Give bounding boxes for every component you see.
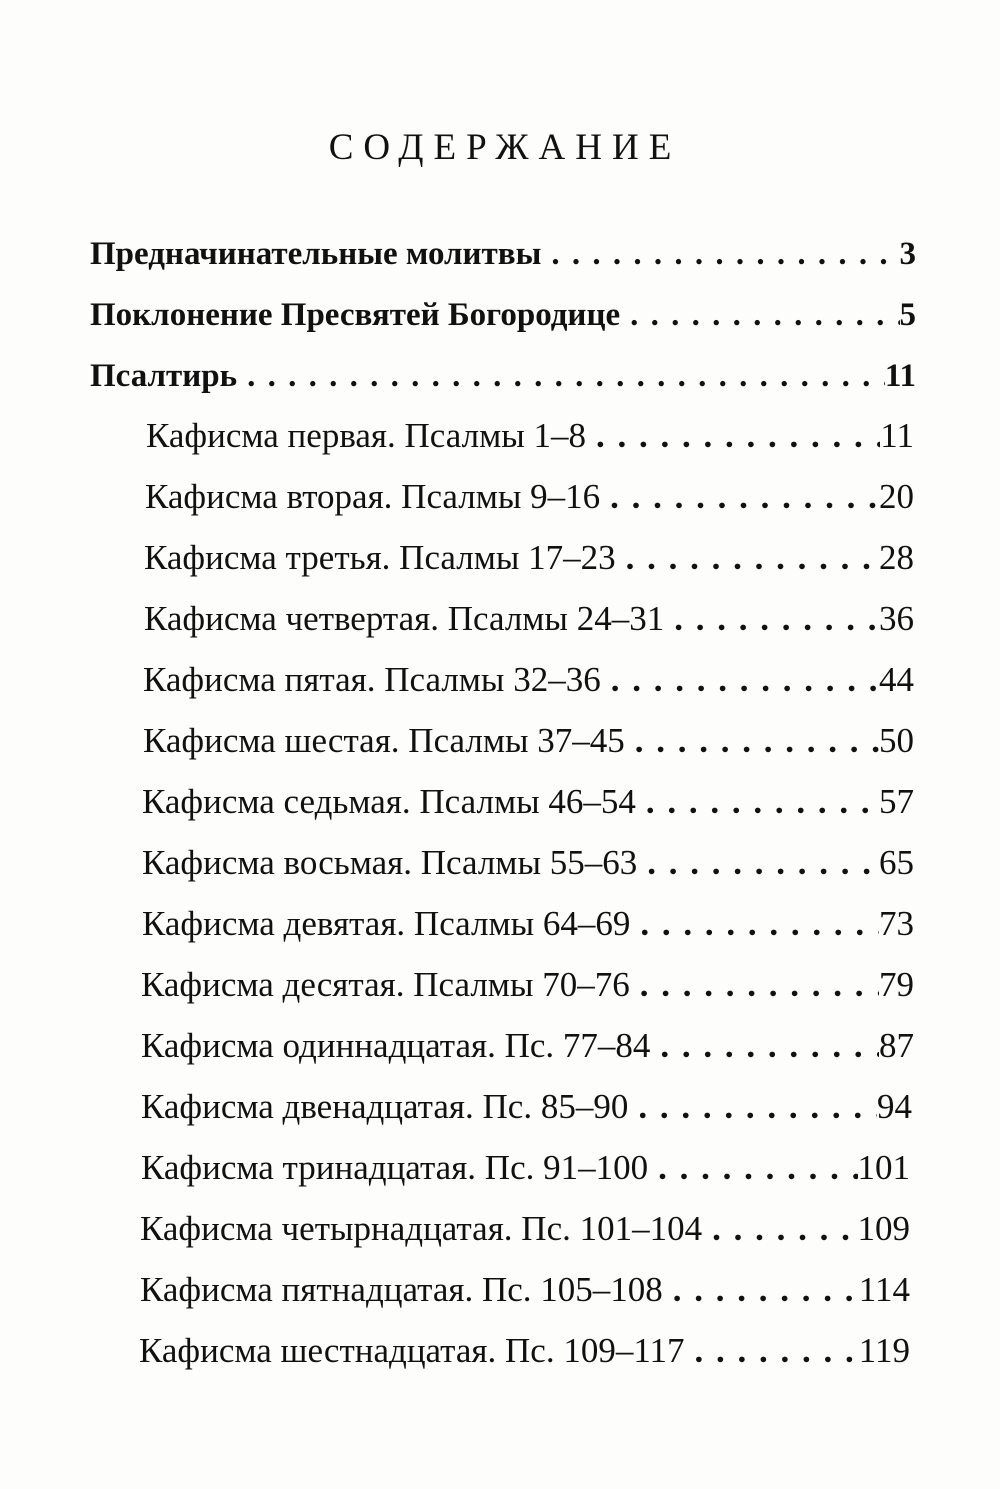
dot-leader <box>648 1148 857 1188</box>
toc-entry-kathisma[interactable] <box>139 1331 910 1383</box>
toc-entry-page: 94 <box>877 1087 912 1126</box>
toc-entry-label: Кафисма вторая. Псалмы 9–16 <box>145 477 601 516</box>
toc-entry-label: Кафисма первая. Псалмы 1–8 <box>146 416 586 455</box>
toc-entry-kathisma[interactable] <box>142 782 914 834</box>
toc-entry-label: Кафисма третья. Псалмы 17–23 <box>144 538 616 577</box>
toc-entry-kathisma[interactable] <box>143 660 914 712</box>
dot-leader <box>237 358 885 395</box>
toc-entry-page: 3 <box>899 236 916 272</box>
toc-entry-page: 44 <box>879 660 914 699</box>
dot-leader <box>586 416 880 456</box>
toc-entry-kathisma[interactable] <box>141 965 914 1017</box>
toc-entry-page: 119 <box>858 1331 910 1370</box>
toc-entry-page: 101 <box>857 1148 910 1187</box>
toc-entry-page: 114 <box>858 1270 910 1309</box>
toc-entry-label: Кафисма седьмая. Псалмы 46–54 <box>142 782 636 821</box>
dot-leader <box>663 1270 859 1310</box>
toc-entry-label: Кафисма шестнадцатая. Пс. 109–117 <box>139 1331 685 1370</box>
toc-entry-page: 20 <box>879 477 914 516</box>
dot-leader <box>685 1331 859 1371</box>
toc-entry-page: 65 <box>879 843 914 882</box>
toc-entry-kathisma[interactable] <box>141 1087 912 1139</box>
toc-entry-label: Кафисма пятнадцатая. Пс. 105–108 <box>140 1270 663 1309</box>
toc-entry-page: 5 <box>899 297 916 333</box>
toc-entry-kathisma[interactable] <box>144 599 914 651</box>
toc-entry-label: Кафисма пятая. Псалмы 32–36 <box>143 660 601 699</box>
dot-leader <box>600 477 879 517</box>
toc-entry-label: Кафисма восьмая. Псалмы 55–63 <box>142 843 638 882</box>
dot-leader <box>616 538 879 578</box>
toc-entry-kathisma[interactable] <box>143 721 914 773</box>
toc-entry-prayers[interactable] <box>90 236 916 288</box>
dot-leader <box>664 599 879 639</box>
toc-entry-page: 87 <box>879 1026 914 1065</box>
toc-entry-label: Кафисма одиннадцатая. Пс. 77–84 <box>141 1026 651 1065</box>
toc-entry-kathisma[interactable] <box>145 477 914 529</box>
toc-entry-label: Кафисма четвертая. Псалмы 24–31 <box>144 599 665 638</box>
dot-leader <box>628 1087 877 1127</box>
toc-entry-label: Кафисма тринадцатая. Пс. 91–100 <box>141 1148 649 1187</box>
toc-entry-kathisma[interactable] <box>141 1148 910 1200</box>
toc-entry-page: 57 <box>879 782 914 821</box>
dot-leader <box>630 965 879 1005</box>
toc-entry-label: Кафисма двенадцатая. Пс. 85–90 <box>141 1087 629 1126</box>
toc-entry-label: Кафисма девятая. Псалмы 64–69 <box>142 904 631 943</box>
toc-entry-kathisma[interactable] <box>142 843 914 895</box>
dot-leader <box>620 297 899 334</box>
toc-entry-page: 36 <box>879 599 914 638</box>
toc-entry-page: 109 <box>857 1209 910 1248</box>
toc-entry-page: 28 <box>879 538 914 577</box>
dot-leader <box>637 843 879 883</box>
toc-entry-page: 79 <box>879 965 914 1004</box>
toc-entry-page: 73 <box>879 904 914 943</box>
toc-entry-label: Поклонение Пресвятей Богородице <box>90 297 621 333</box>
toc-entry-page: 11 <box>880 416 914 455</box>
toc-entry-page: 50 <box>879 721 914 760</box>
dot-leader <box>650 1026 879 1066</box>
toc-entry-psalter[interactable] <box>90 358 916 410</box>
dot-leader <box>625 721 879 761</box>
dot-leader <box>630 904 879 944</box>
dot-leader <box>636 782 879 822</box>
toc-entry-label: Псалтирь <box>90 358 238 394</box>
toc-entry-kathisma[interactable] <box>144 538 914 590</box>
toc-entry-kathisma[interactable] <box>141 1026 914 1078</box>
toc-entry-veneration[interactable] <box>90 297 916 349</box>
toc-entry-label: Кафисма десятая. Псалмы 70–76 <box>141 965 630 1004</box>
toc-entry-label: Кафисма четырнадцатая. Пс. 101–104 <box>140 1209 703 1248</box>
toc-entry-kathisma[interactable] <box>140 1270 910 1322</box>
dot-leader <box>702 1209 857 1249</box>
dot-leader <box>601 660 879 700</box>
toc-entry-kathisma[interactable] <box>146 416 914 468</box>
dot-leader <box>541 236 899 273</box>
toc-title: СОДЕРЖАНИЕ <box>328 127 682 168</box>
toc-entry-page: 11 <box>884 358 916 394</box>
toc-entry-label: Предначинательные молитвы <box>90 236 542 272</box>
toc-entry-kathisma[interactable] <box>142 904 914 956</box>
toc-entry-kathisma[interactable] <box>140 1209 910 1261</box>
toc-entry-label: Кафисма шестая. Псалмы 37–45 <box>143 721 625 760</box>
